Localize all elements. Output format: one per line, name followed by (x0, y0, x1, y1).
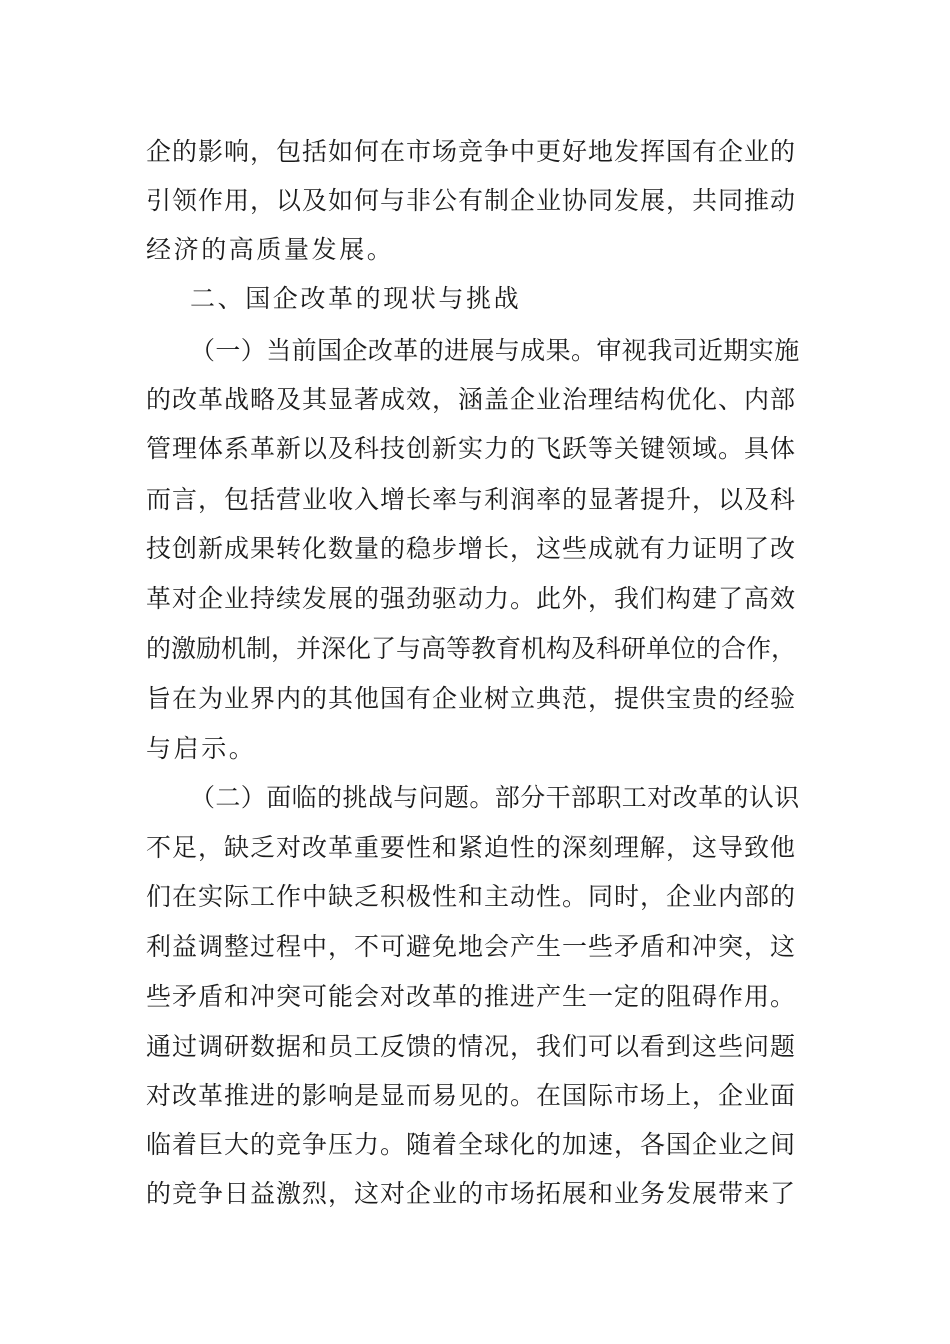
paragraph-line: 们在实际工作中缺乏积极性和主动性。同时，企业内部的 (146, 882, 797, 911)
paragraph-line: 旨在为业界内的其他国有企业树立典范，提供宝贵的经验 (146, 684, 797, 713)
paragraph-line: 利益调整过程中，不可避免地会产生一些矛盾和冲突，这 (146, 932, 797, 961)
paragraph-line: 技创新成果转化数量的稳步增长，这些成就有力证明了改 (146, 534, 797, 563)
paragraph-line: 的激励机制，并深化了与高等教育机构及科研单位的合作， (146, 634, 797, 663)
subsection-heading-line: （一）当前国企改革的进展与成果。审视我司近期实施 (190, 336, 800, 365)
paragraph-line: 企的影响，包括如何在市场竞争中更好地发挥国有企业的 (146, 137, 797, 166)
subsection-heading-line: （二）面临的挑战与问题。部分干部职工对改革的认识 (190, 783, 800, 812)
paragraph-line: 与启示。 (146, 734, 257, 763)
paragraph-line: 对改革推进的影响是显而易见的。在国际市场上，企业面 (146, 1081, 797, 1110)
paragraph-line: 些矛盾和冲突可能会对改革的推进产生一定的阻碍作用。 (146, 982, 797, 1011)
paragraph-line: 临着巨大的竞争压力。随着全球化的加速，各国企业之间 (146, 1130, 797, 1159)
paragraph-line: 的改革战略及其显著成效，涵盖企业治理结构优化、内部 (146, 385, 797, 414)
paragraph-line: 革对企业持续发展的强劲驱动力。此外，我们构建了高效 (146, 584, 797, 613)
paragraph-line: 的竞争日益激烈，这对企业的市场拓展和业务发展带来了 (146, 1179, 797, 1208)
paragraph-line: 而言，包括营业收入增长率与利润率的显著提升，以及科 (146, 485, 797, 514)
paragraph-line: 不足，缺乏对改革重要性和紧迫性的深刻理解，这导致他 (146, 833, 797, 862)
paragraph-line: 通过调研数据和员工反馈的情况，我们可以看到这些问题 (146, 1032, 797, 1061)
paragraph-line: 引领作用，以及如何与非公有制企业协同发展，共同推动 (146, 186, 797, 215)
paragraph-line: 经济的高质量发展。 (146, 235, 395, 264)
section-heading: 二、国企改革的现状与挑战 (190, 284, 522, 313)
paragraph-line: 管理体系革新以及科技创新实力的飞跃等关键领域。具体 (146, 434, 797, 463)
